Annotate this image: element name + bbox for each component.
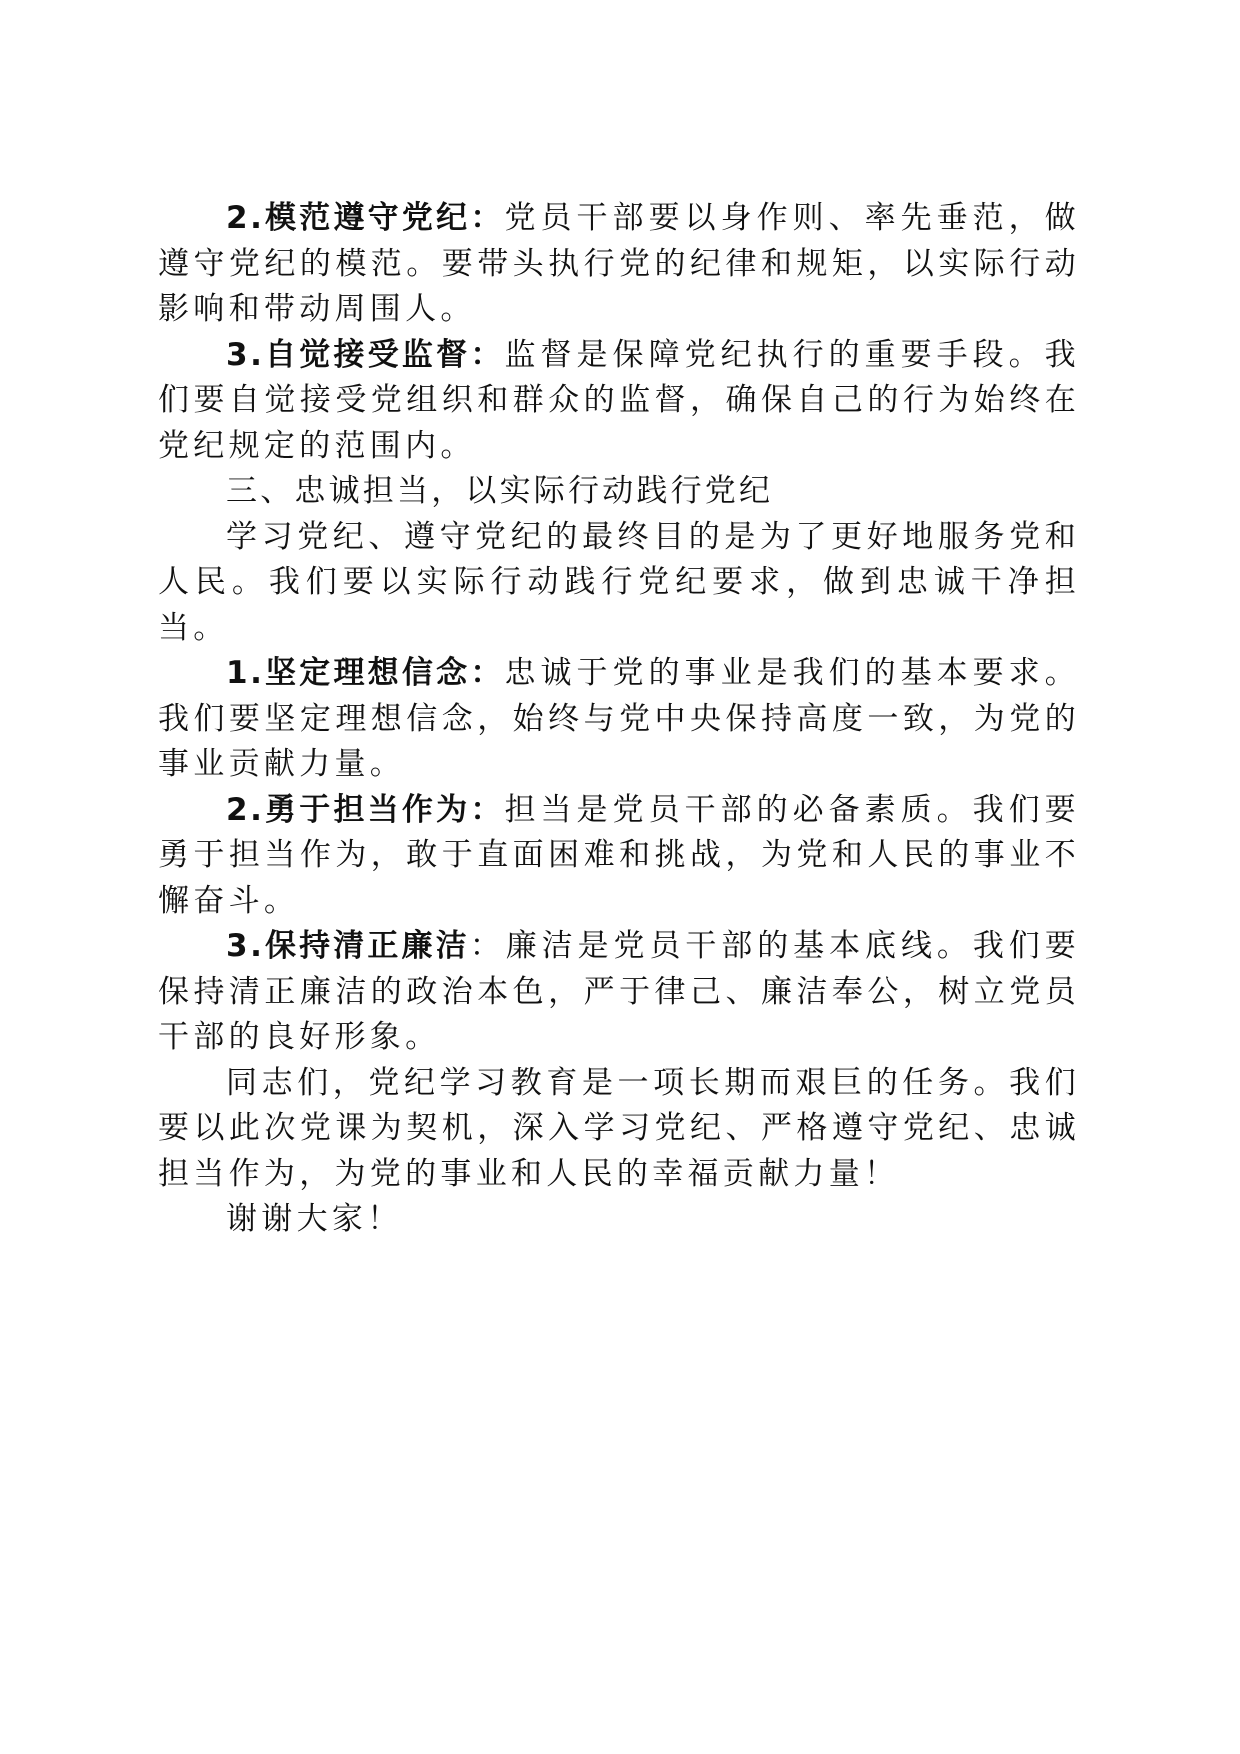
paragraph-thanks: 谢谢大家！ xyxy=(226,1201,403,1237)
paragraph-text: 监督是保障党纪执行的重要手段。我们要自觉接受党组织和群众的监督，确保自己的行为始终在党纪规定的范围内。 xyxy=(158,336,1080,464)
document-body xyxy=(158,196,1080,1243)
paragraph-lead: 3.保持清正廉洁 xyxy=(226,928,470,964)
section-heading: 三、忠诚担当，以实际行动践行党纪 xyxy=(226,473,774,509)
paragraph-take-responsibility xyxy=(158,788,1080,925)
paragraph-lead: 3.自觉接受监督： xyxy=(226,336,505,373)
paragraph-lead: 1.坚定理想信念： xyxy=(226,655,505,691)
paragraph-section-intro: 学习党纪、遵守党纪的最终目的是为了更好地服务党和人民。我们要以实际行动践行党纪要求，做到忠诚干净担当。 xyxy=(158,518,1080,646)
paragraph-closing: 同志们，党纪学习教育是一项长期而艰巨的任务。我们要以此次党课为契机，深入学习党纪、严格遵守党纪、忠诚担当作为，为党的事业和人民的幸福贡献力量！ xyxy=(158,1064,1080,1192)
paragraph-lead: 2.勇于担当作为： xyxy=(226,791,505,828)
paragraph-text: 担当是党员干部的必备素质。我们要勇于担当作为，敢于直面困难和挑战，为党和人民的事业不懈奋斗。 xyxy=(158,791,1080,919)
paragraph-text: 忠诚于党的事业是我们的基本要求。我们要坚定理想信念，始终与党中央保持高度一致，为党的事业贡献力量。 xyxy=(158,655,1080,782)
paragraph-text: 党员干部要以身作则、率先垂范，做遵守党纪的模范。要带头执行党的纪律和规矩，以实际行动影响和带动周围人。 xyxy=(158,200,1080,327)
paragraph-text: ：廉洁是党员干部的基本底线。我们要保持清正廉洁的政治本色，严于律己、廉洁奉公，树立党员干部的良好形象。 xyxy=(158,928,1080,1055)
paragraph-lead: 2.模范遵守党纪： xyxy=(226,200,505,236)
paragraph-firm-ideals xyxy=(158,651,1080,788)
paragraph-stay-clean xyxy=(158,924,1080,1061)
paragraph-model-discipline xyxy=(158,196,1080,333)
paragraph-accept-supervision xyxy=(158,333,1080,470)
